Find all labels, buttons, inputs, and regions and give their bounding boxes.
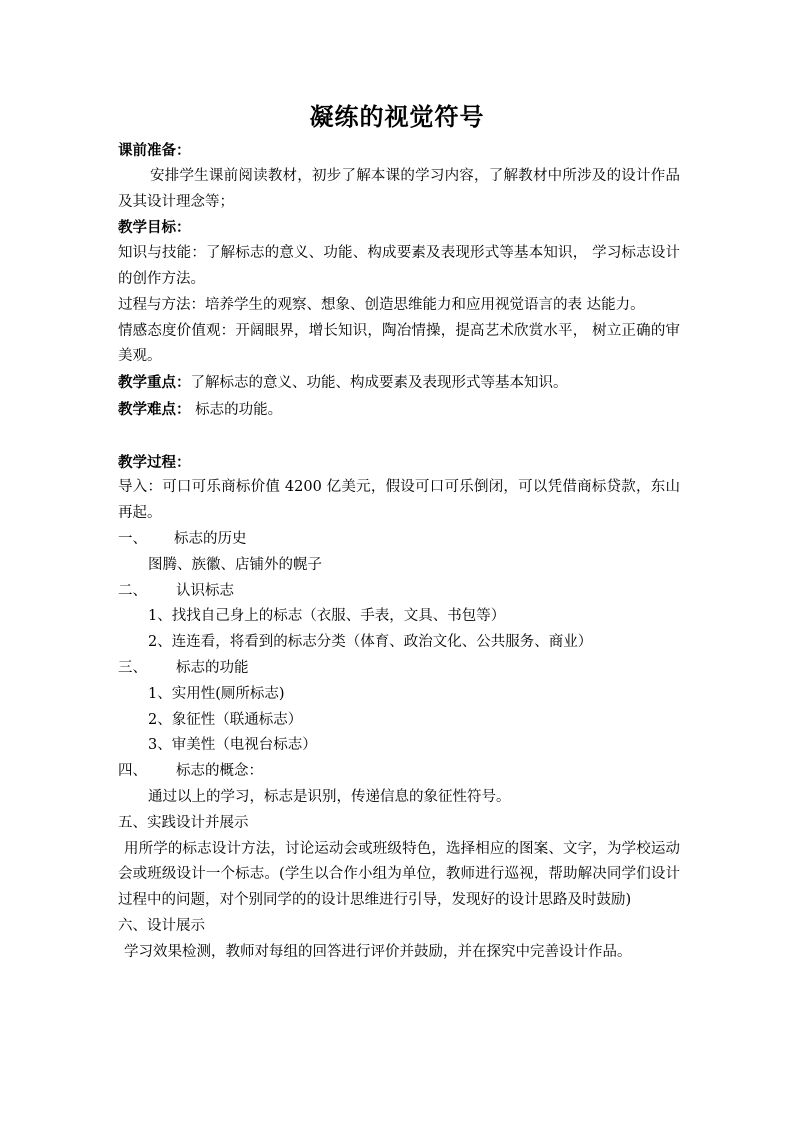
goal-knowledge: 知识与技能：了解标志的意义、功能、构成要素及表现形式等基本知识， 学习标志设计的创作方法。 [118,245,680,287]
section-3-number: 三、 [118,659,147,676]
goal-process: 过程与方法：培养学生的观察、想象、创造思维能力和应用视觉语言的表 达能力。 [118,296,645,313]
section-2-item: 2、连连看，将看到的标志分类（体育、政治文化、公共服务、商业） [148,634,593,651]
section-3-item: 1、实用性(厕所标志) [148,685,285,702]
key-point-text: 了解标志的意义、功能、构成要素及表现形式等基本知识。 [190,375,568,392]
section-2-title: 认识标志 [176,582,234,599]
section-6-heading: 六、设计展示 [118,917,205,934]
section-4-number: 四、 [118,763,147,780]
section-1-heading [118,527,680,553]
section-3-heading [118,656,680,682]
section-2-number: 二、 [118,582,147,599]
spacer [118,424,680,450]
document-body [118,138,680,966]
section-4-title: 标志的概念： [176,763,263,780]
section-6-detail: 学习效果检测，教师对每组的回答进行评价并鼓励，并在探究中完善设计作品。 [124,943,632,960]
section-3-title: 标志的功能 [176,659,249,676]
section-1-title: 标志的历史 [174,530,247,547]
section-4-detail: 通过以上的学习，标志是识别，传递信息的象征性符号。 [148,788,511,805]
section-1-number: 一、 [118,530,147,547]
section-2-item: 1、找找自己身上的标志（衣服、手表，文具、书包等） [148,608,506,625]
goal-emotion: 情感态度价值观：开阔眼界，增长知识，陶冶情操，提高艺术欣赏水平， 树立正确的审美观。 [118,322,680,365]
section-1-detail: 图腾、族徽、店铺外的幌子 [148,556,322,573]
section-5-detail: 用所学的标志设计方法，讨论运动会或班级特色，选择相应的图案、文字，为学校运动会或班级设计一个标志。(学生以合作小组为单位，教师进行巡视，帮助解决同学们设计过程中的问题，对个别同学的的设计思维进行引导，发现好的设计思路及时鼓励) [118,840,680,909]
key-point-label: 教学重点： [118,374,191,392]
section-4-heading [118,759,680,785]
difficulty-line [118,397,680,424]
process-heading: 教学过程： [118,453,191,471]
difficulty-label: 教学难点： [118,400,191,418]
prep-heading: 课前准备： [118,142,191,159]
section-3-item: 2、象征性（联通标志） [148,711,303,728]
section-5-heading: 五、实践设计并展示 [118,814,249,831]
difficulty-text: 标志的功能。 [190,401,283,418]
process-intro: 导入：可口可乐商标价值 4200 亿美元，假设可口可乐倒闭，可以凭借商标贷款，东山再起。 [118,479,680,522]
section-2-heading [118,579,680,605]
prep-text: 安排学生课前阅读教材，初步了解本课的学习内容，了解教材中所涉及的设计作品及其设计理念等； [118,167,680,210]
page-title: 凝练的视觉符号 [309,102,485,131]
goals-heading: 教学目标： [118,219,191,237]
section-3-item: 3、审美性（电视台标志） [148,737,317,754]
key-point-line [118,370,680,397]
